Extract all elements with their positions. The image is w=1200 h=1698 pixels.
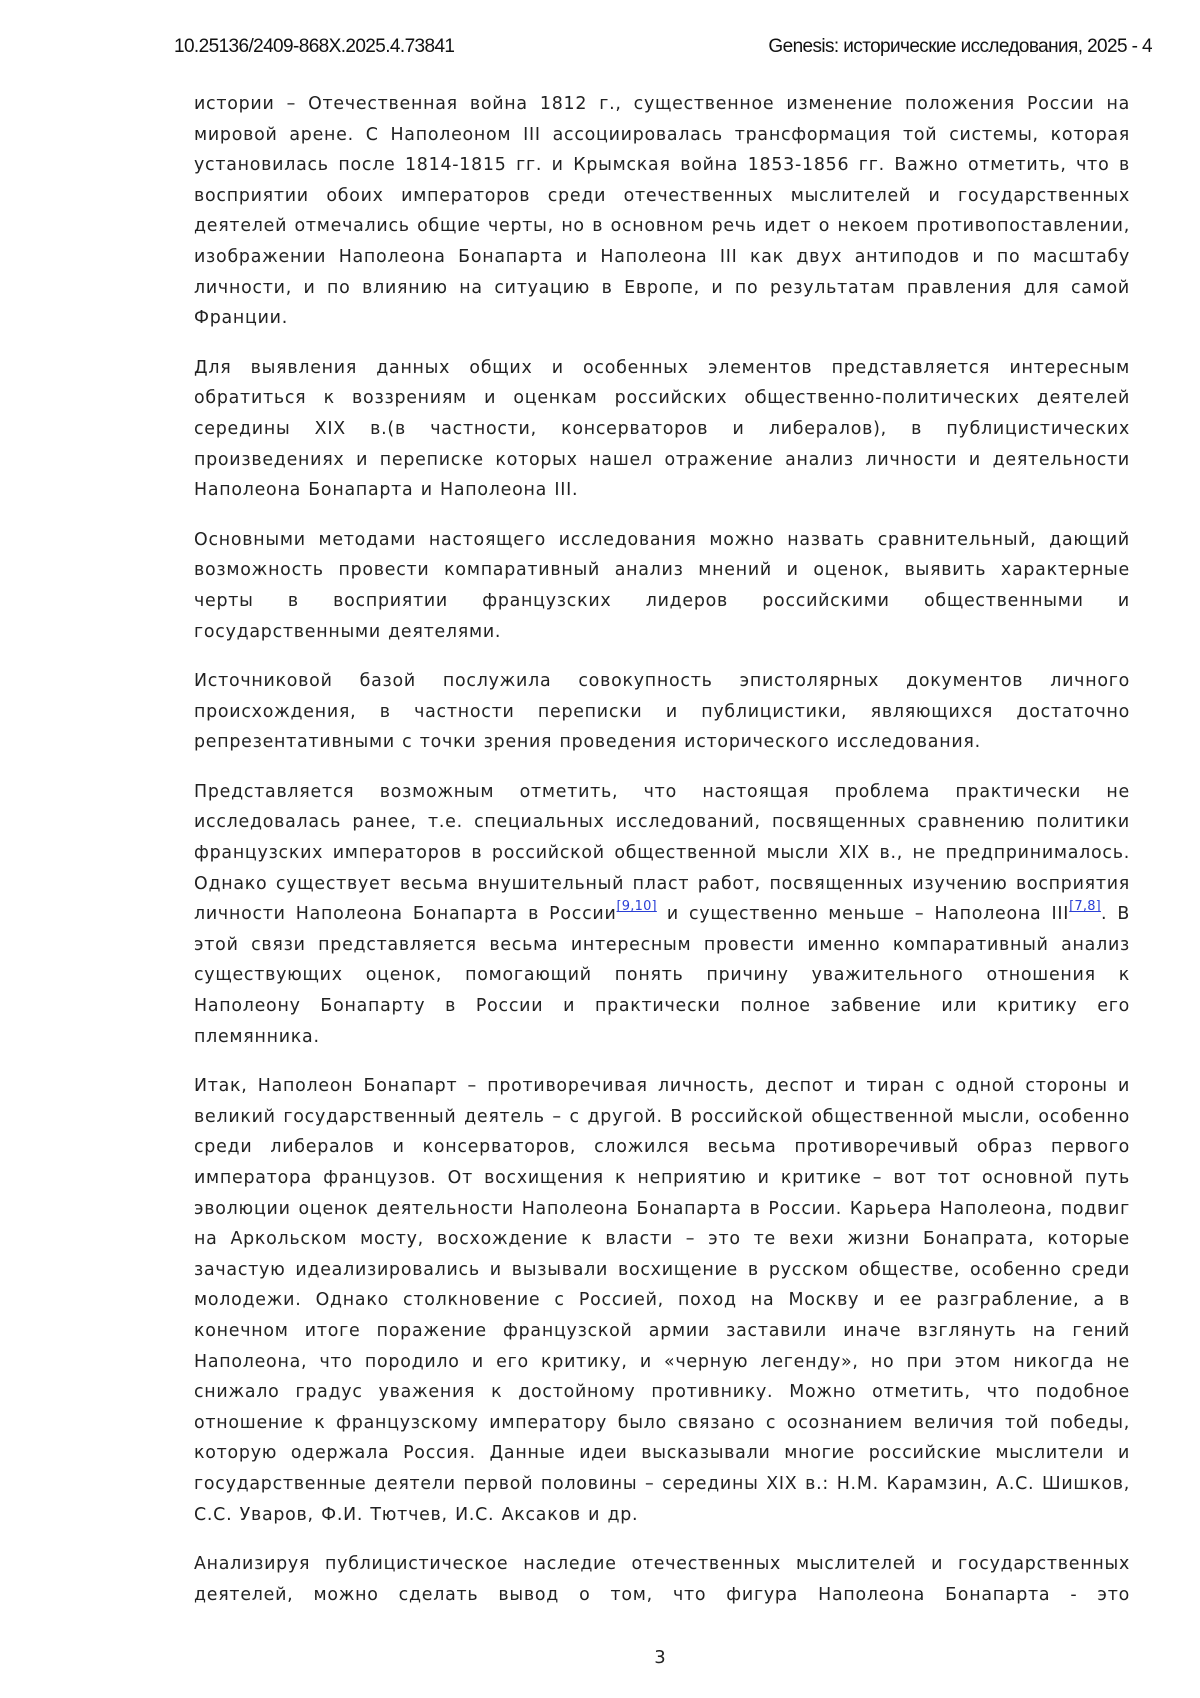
paragraph: Основными методами настоящего исследования можно назвать сравнительный, дающий возможность провести компаративный анализ мнений и оценок, выявить характерные черты в восприятии французских лидеров российскими общественными и государственными деятелями. <box>194 525 1130 647</box>
paragraph-text: . В этой связи представляется весьма интересным провести именно компаративный анализ существующих оценок, помогающий понять причину уважительного отношения к Наполеону Бонапарту в России и практически полное забвение или критику его племянника. <box>194 904 1130 1046</box>
citation-ref <box>1069 899 1101 914</box>
page-number: 3 <box>0 1647 1200 1668</box>
doi-label: 10.25136/2409-868X.2025.4.73841 <box>174 36 454 58</box>
paragraph: Источниковой базой послужила совокупность эпистолярных документов личного происхождения, в частности переписки и публицистики, являющихся достаточно репрезентативными с точки зрения проведения исторического исследования. <box>194 666 1130 758</box>
paragraph: Итак, Наполеон Бонапарт – противоречивая личность, деспот и тиран с одной стороны и великий государственный деятель – с другой. В российской общественной мысли, особенно среди либералов и консерваторов, сложился весьма противоречивый образ первого императора французов. От восхищения к неприятию и критике – вот тот основной путь эволюции оценок деятельности Наполеона Бонапарта в России. Карьера Наполеона, подвиг на Аркольском мосту, восхождение к власти – это те вехи жизни Бонапрата, которые зачастую идеализировались и вызывали восхищение в русском обществе, особенно среди молодежи. Однако столкновение с Россией, поход на Москву и ее разграбление, а в конечном итоге поражение французской армии заставили иначе взглянуть на гений Наполеона, что породило и его критику, и «черную легенду», но при этом никогда не снижало градус уважения к достойному противнику. Можно отметить, что подобное отношение к французскому императору было связано с осознанием величия той победы, которую одержала Россия. Данные идеи высказывали многие российские мыслители и государственные деятели первой половины – середины XIX в.: Н.М. Карамзин, А.С. Шишков, С.С. Уваров, Ф.И. Тютчев, И.С. Аксаков и др. <box>194 1071 1130 1530</box>
paragraph-with-references <box>194 777 1130 1052</box>
journal-title: Genesis: исторические исследования, 2025 - 4 <box>768 36 1152 58</box>
article-body <box>194 89 1130 1629</box>
running-header <box>174 36 1152 60</box>
paragraph-text: Представляется возможным отметить, что настоящая проблема практически не исследовалась ранее, т.е. специальных исследований, посвященных сравнению политики французских императоров в российской общественной мысли XIX в., не предпринималось. Однако существует весьма внушительный пласт работ, посвященных изучению восприятия личности Наполеона Бонапарта в России <box>194 782 1130 924</box>
citation-link[interactable]: [9,10] <box>617 899 657 914</box>
paragraph: Анализируя публицистическое наследие отечественных мыслителей и государственных деятелей, можно сделать вывод о том, что фигура Наполеона Бонапарта - это <box>194 1549 1130 1610</box>
citation-ref <box>617 899 657 914</box>
citation-link[interactable]: [7,8] <box>1069 899 1101 914</box>
paragraph: истории – Отечественная война 1812 г., существенное изменение положения России на мировой арене. С Наполеоном III ассоциировалась трансформация той системы, которая установилась после 1814-1815 гг. и Крымская война 1853-1856 гг. Важно отметить, что в восприятии обоих императоров среди отечественных мыслителей и государственных деятелей отмечались общие черты, но в основном речь идет о некоем противопоставлении, изображении Наполеона Бонапарта и Наполеона III как двух антиподов и по масштабу личности, и по влиянию на ситуацию в Европе, и по результатам правления для самой Франции. <box>194 89 1130 334</box>
paragraph-text: и существенно меньше – Наполеона III <box>657 904 1069 924</box>
paragraph: Для выявления данных общих и особенных элементов представляется интересным обратиться к воззрениям и оценкам российских общественно-политических деятелей середины XIX в.(в частности, консерваторов и либералов), в публицистических произведениях и переписке которых нашел отражение анализ личности и деятельности Наполеона Бонапарта и Наполеона III. <box>194 353 1130 506</box>
